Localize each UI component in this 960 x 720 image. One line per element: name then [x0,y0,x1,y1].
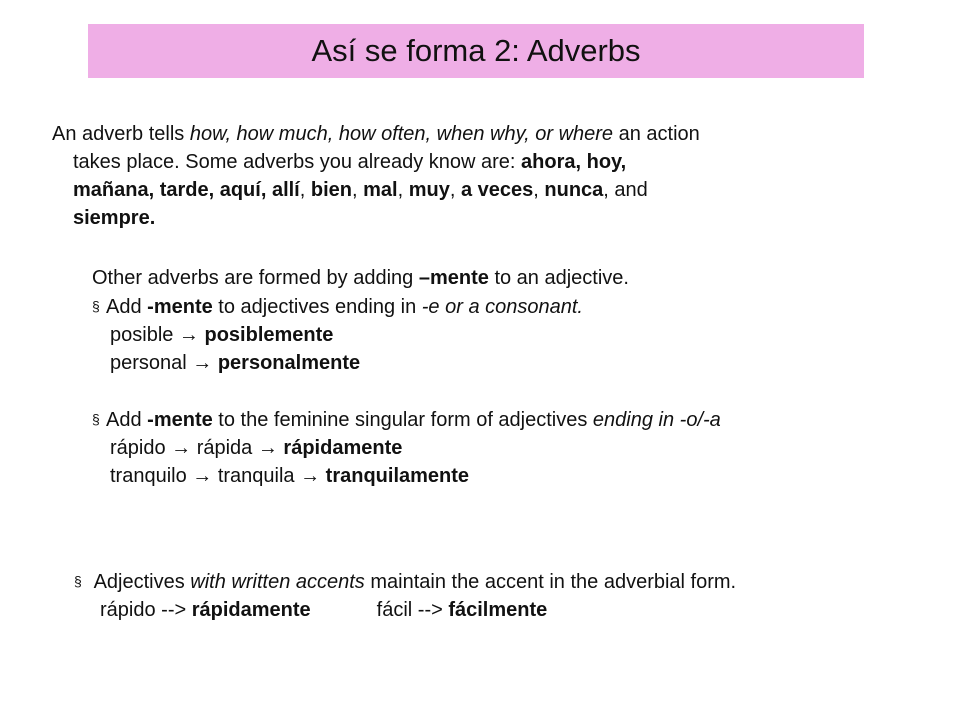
mente-rules [92,264,952,490]
text-segment: Other adverbs are formed by adding [92,267,419,289]
page-title: Así se forma 2: Adverbs [311,33,641,68]
accent-rule [74,567,960,624]
example-result: fácilmente [448,599,548,621]
example-base: posible → [110,324,205,346]
definition-line-1 [52,120,932,148]
text-segment: to adjectives ending in [212,296,422,318]
example-line [92,434,952,462]
example-result: rápidamente [283,437,403,459]
comma: , [533,179,545,201]
text-italic: with written accents [190,571,365,593]
text-segment: , and [603,179,648,201]
example-line [92,462,952,490]
rule-bullet-2 [92,405,952,434]
text-segment: takes place. Some adverbs you already know are: [73,151,522,173]
title-bar [88,24,864,78]
text-segment: to the feminine singular form of adjectives [212,409,593,431]
example-result: rápidamente [191,599,311,621]
suffix-text: -mente [147,296,213,318]
example-base: rápido → rápida → [110,437,284,459]
text-segment: An adverb tells [52,123,190,145]
text-segment: maintain the accent in the adverbial form. [364,571,737,593]
spacer [92,377,952,405]
definition-line-2 [52,148,932,176]
adverb-definition [52,120,932,232]
text-italic: -e or a consonant. [421,296,583,318]
comma: , [299,179,311,201]
bullet-icon: § [74,573,82,589]
suffix-text: -mente [147,409,213,431]
text-segment: an action [613,123,700,145]
adverb-word: bien [310,179,352,201]
suffix-text: –mente [418,267,489,289]
adverb-word: ahora, hoy, [521,151,627,173]
adverb-word: mal [363,179,398,201]
example-result: tranquilamente [325,465,470,487]
example-line [92,321,952,349]
definition-line-3 [52,176,932,204]
adverb-word: siempre. [73,207,156,229]
adverb-word: muy [408,179,450,201]
example-result: posiblemente [204,324,334,346]
adverb-word: a veces [460,179,534,201]
example-base: fácil --> [376,599,449,621]
example-line [92,349,952,377]
comma: , [397,179,409,201]
text-segment: Add [106,296,148,318]
definition-line-4 [52,204,932,232]
bullet-icon: § [92,411,100,427]
accent-bullet [74,567,960,596]
text-segment: to an adjective. [488,267,629,289]
text-italic: how, how much, how often, when why, or where [189,123,614,145]
text-segment: Add [106,409,148,431]
rule-bullet-1 [92,292,952,321]
accent-examples [74,596,960,624]
adverb-word: nunca [544,179,604,201]
comma: , [449,179,461,201]
text-segment: Adjectives [93,571,191,593]
comma: , [352,179,364,201]
bullet-icon: § [92,298,100,314]
rule-intro [92,264,952,292]
adverb-word: mañana, tarde, aquí, allí [73,179,300,201]
example-base: rápido --> [100,599,192,621]
example-base: personal → [110,352,218,374]
text-italic: ending in -o/-a [592,409,721,431]
example-base: tranquilo → tranquila → [110,465,326,487]
example-result: personalmente [217,352,361,374]
